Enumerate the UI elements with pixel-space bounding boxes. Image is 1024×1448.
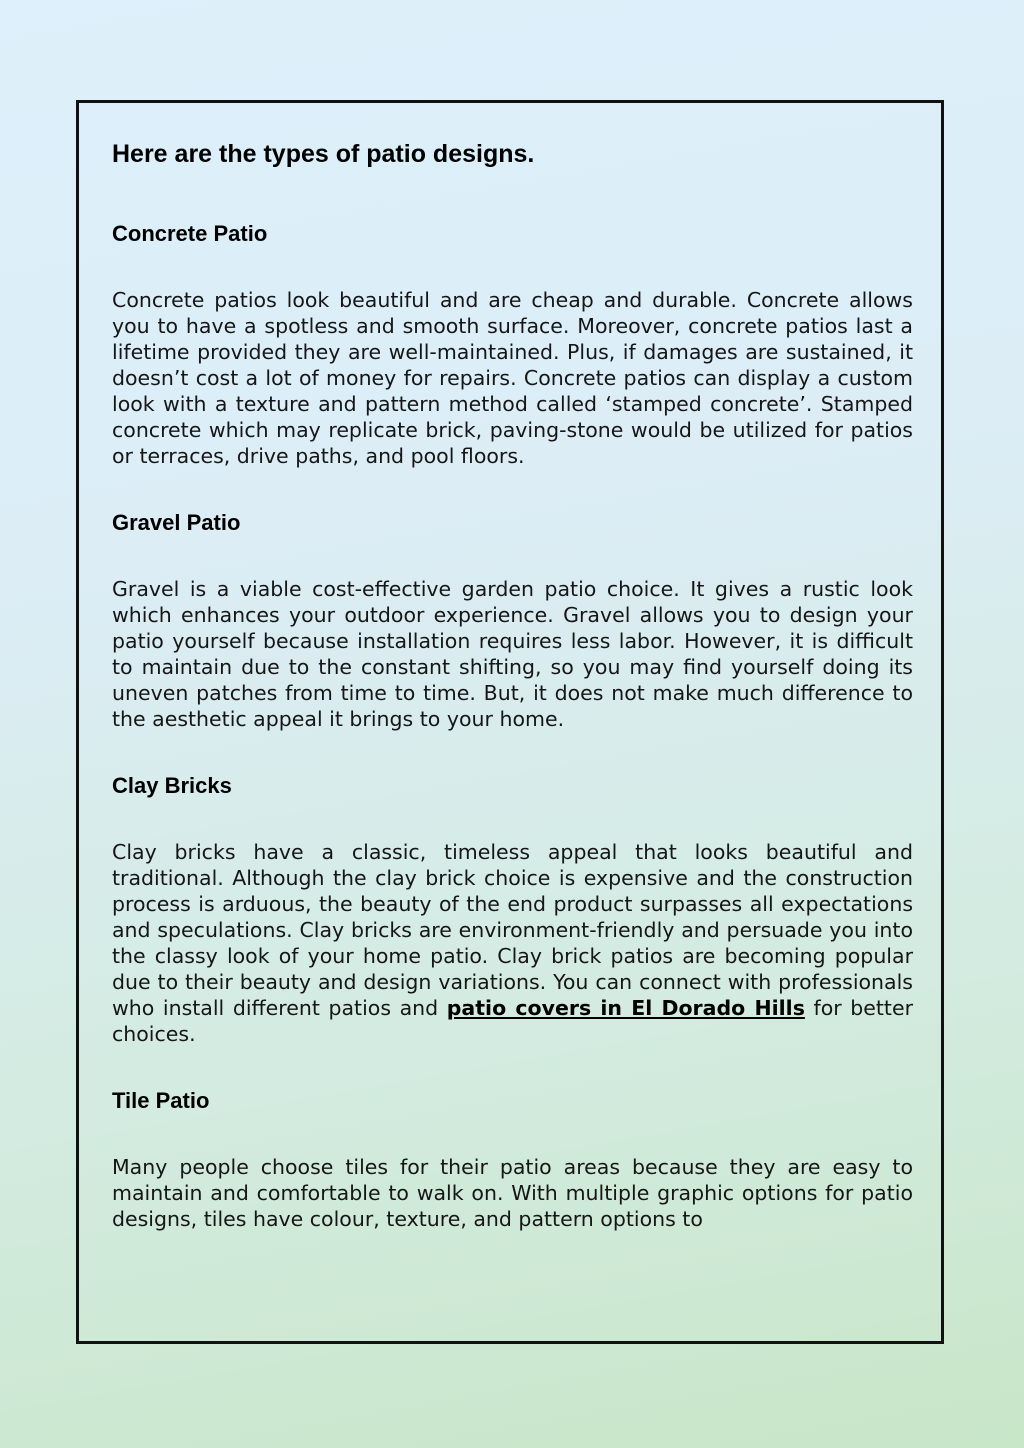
- section-heading-gravel-patio: Gravel Patio: [112, 510, 241, 535]
- article-body: [112, 137, 913, 1232]
- patio-covers-link[interactable]: patio covers in El Dorado Hills: [446, 996, 805, 1020]
- page-title: Here are the types of patio designs.: [112, 140, 535, 168]
- section-heading-concrete-patio: Concrete Patio: [112, 221, 268, 246]
- section-heading-clay-bricks: Clay Bricks: [112, 773, 232, 798]
- section-heading-tile-patio: Tile Patio: [112, 1088, 210, 1113]
- content-frame: [76, 100, 944, 1344]
- section-body-concrete-patio: Concrete patios look beautiful and are cheap and durable. Concrete allows you to have a spotless and smooth surface. Moreover, concrete patios last a lifetime provided they are well-maintained. Plus, if damages are sustained, it doesn’t cost a lot of money for repairs. Concrete patios can display a custom look with a texture and pattern method called ‘stamped concrete’. Stamped concrete which may replicate brick, paving-stone would be utilized for patios or terraces, drive paths, and pool floors.: [112, 288, 913, 468]
- clay-bricks-text-before-link: Clay bricks have a classic, timeless appeal that looks beautiful and traditional. Although the clay brick choice is expensive and the construction process is arduous, the beauty of the end product surpasses all expectations and speculations. Clay bricks are environment-friendly and persuade you into the classy look of your home patio. Clay brick patios are becoming popular due to their beauty and design variations. You can connect with professionals who install different patios and: [112, 840, 913, 1020]
- section-body-tile-patio: Many people choose tiles for their patio areas because they are easy to maintain and comfortable to walk on. With multiple graphic options for patio designs, tiles have colour, texture, and pattern options to: [112, 1155, 913, 1231]
- clay-bricks-text-after-link: for better choices.: [112, 996, 914, 1046]
- section-body-clay-bricks: [112, 839, 913, 1047]
- section-body-gravel-patio: Gravel is a viable cost-effective garden patio choice. It gives a rustic look which enhances your outdoor experience. Gravel allows you to design your patio yourself because installation requires less labor. However, it is difficult to maintain due to the constant shifting, so you may find yourself doing its uneven patches from time to time. But, it does not make much difference to the aesthetic appeal it brings to your home.: [112, 577, 913, 731]
